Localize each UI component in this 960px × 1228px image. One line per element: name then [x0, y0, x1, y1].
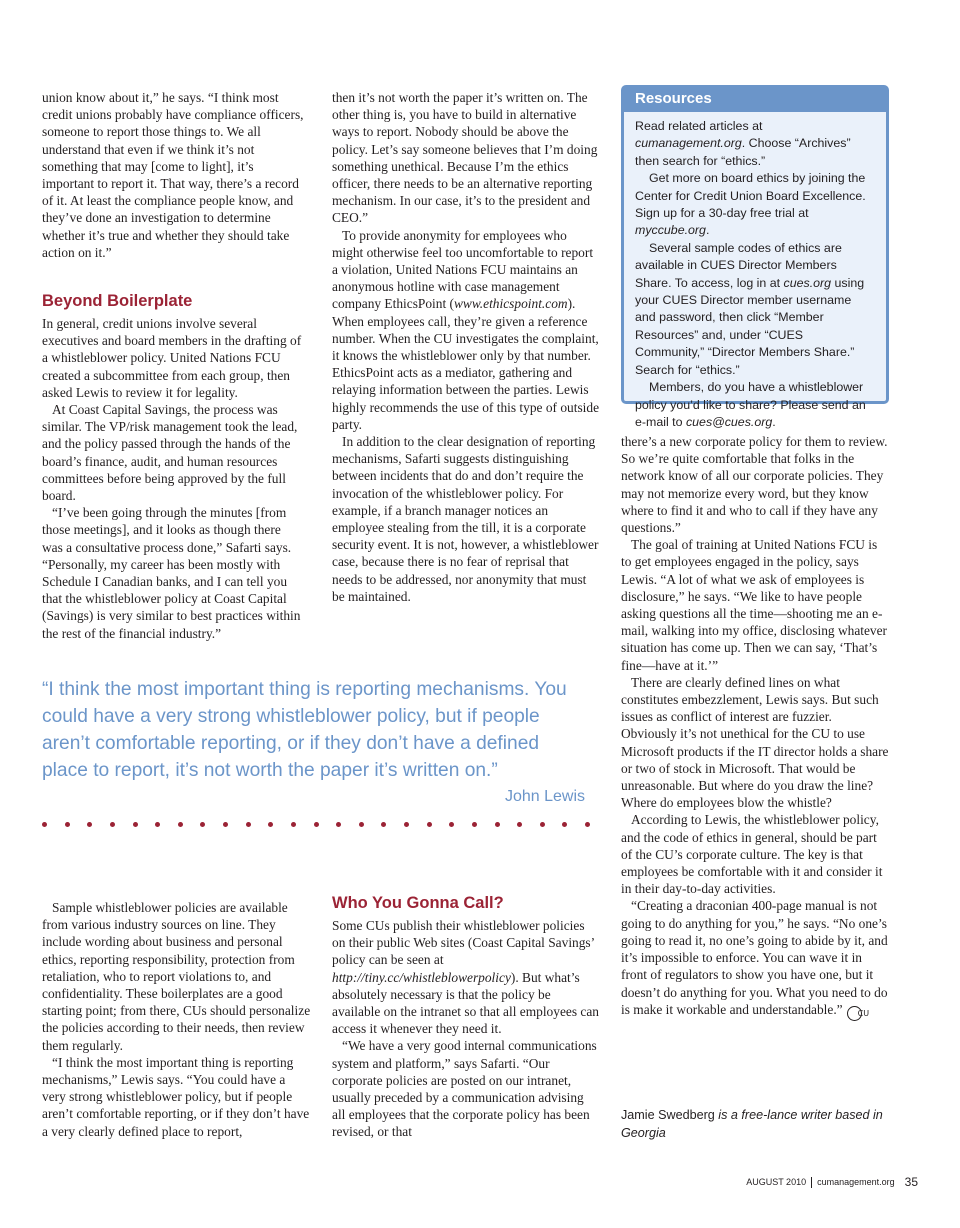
divider-dot [178, 822, 183, 827]
author-description: is a free-lance writer based in Georgia [621, 1108, 883, 1140]
divider-dot [155, 822, 160, 827]
resources-sidebar [621, 85, 889, 429]
divider-dot [517, 822, 522, 827]
article-column-3 [621, 433, 889, 1021]
body-paragraph: then it’s not worth the paper it’s written on. The other thing is, you have to build in alternative ways to report. Nobody should be above the policy. Let’s say someone believes that I’m doing something unethical. Because I’m the ethics officer, there needs to be an alternative reporting mechanism. In our case, it’s to the president and CEO.” [332, 90, 598, 226]
article-column-4 [42, 899, 312, 1140]
body-paragraph: In addition to the clear designation of reporting mechanisms, Safarti suggests distinguishing between incidents that do and don’t require the invocation of the whistleblower policy. For example, if a branch manager notices an employee stealing from the till, it is a corporate security event. It is not, however, a whistleblower case, because there is no fear of reprisal that needs to be addressed, nor anonymity that must be maintained. [332, 434, 599, 604]
divider-dot [472, 822, 477, 827]
divider-dot [42, 822, 47, 827]
resources-title: Resources [624, 88, 886, 112]
footer-issue: AUGUST 2010 [746, 1177, 807, 1187]
divider-dot [133, 822, 138, 827]
email-link[interactable]: cues@cues.org [685, 414, 773, 429]
divider-dot [427, 822, 432, 827]
divider-dot [65, 822, 70, 827]
article-column-5 [332, 893, 600, 1141]
divider-dot [246, 822, 251, 827]
body-paragraph: There are clearly defined lines on what constitutes embezzlement, Lewis says. But such issues as conflict of interest are fuzzier. Obviously it’s not unethical for the CU to use Microsoft products if the IT director holds a share or two of stock in Microsoft. That would be unreasonable. But where do you draw the line? Where do employees blow the whistle? [621, 674, 889, 811]
divider-dot [336, 822, 341, 827]
body-paragraph: union know about it,” he says. “I think most credit unions probably have compliance officers, someone to report those things to. We all understand that even if we think it’s not something that may [come to light], it’s important to report it. That way, there’s a record of it. At least the compliance people know, and they’ve done an investigation to determine whether it’s true and whether they should take action on it.” [42, 90, 304, 260]
pull-quote-attribution: John Lewis [504, 788, 585, 805]
pull-quote-text: “I think the most important thing is reporting mechanisms. You could have a very strong whistleblower policy, but if people aren’t comfortable reporting, or if they don’t have a defined place to report, it’s not worth the paper it’s written on.” [42, 679, 567, 781]
resources-paragraph: Read related articles at cumanagement.org. Choose “Archives” then search for “ethics.” [635, 119, 851, 168]
body-paragraph: At Coast Capital Savings, the process was similar. The VP/risk management took the lead, and the policy passed through the hands of the board’s finance, audit, and human resources committees before being approved by the full board. [42, 402, 298, 504]
body-paragraph: The goal of training at United Nations FCU is to get employees engaged in the policy, says Lewis. “A lot of what we ask of employees is disclosure,” he says. “We like to have people asking questions all the time—shooting me an e-mail, walking into my office, disclosing whatever situation has come up. Then we can say, ‘That’s fine—have at it.’” [621, 537, 888, 673]
divider-dot [404, 822, 409, 827]
end-mark-icon: CU [847, 1006, 862, 1021]
author-byline [621, 1106, 889, 1142]
divider-dot [562, 822, 567, 827]
page-number: 35 [904, 1175, 918, 1189]
resources-body [624, 112, 886, 431]
divider-dot [359, 822, 364, 827]
divider-dot [495, 822, 500, 827]
resources-paragraph: Get more on board ethics by joining the Center for Credit Union Board Excellence. Sign up for a 30-day free trial at myccube.org. [635, 171, 866, 238]
divider-dot [540, 822, 545, 827]
resources-paragraph: Several sample codes of ethics are available in CUES Director Members Share. To access, log in at cues.org using your CUES Director member username and password, then click “Member Resources” and, under “CUES Community,” “Director Members Share.” Search for “ethics.” [635, 240, 865, 377]
article-column-1 [42, 89, 304, 642]
dotted-divider [42, 822, 590, 830]
divider-dot [110, 822, 115, 827]
myccube-link[interactable]: myccube.org [635, 223, 706, 238]
divider-dot [268, 822, 273, 827]
body-paragraph: “I think the most important thing is reporting mechanisms,” Lewis says. “You could have a very strong whistleblower policy, but if people aren’t comfortable reporting, or if they don’t have a very clearly defined place to report, [42, 1054, 310, 1139]
section-heading-beyond-boilerplate: Beyond Boilerplate [42, 292, 193, 311]
body-paragraph: there’s a new corporate policy for them to review. So we’re quite comfortable that folks in the network know of all our corporate policies. They may not memorize every word, but they know where to find it and who to call if they have any questions.” [621, 434, 888, 536]
body-paragraph: “I’ve been going through the minutes [from those meetings], and it looks as though there was a consultative process done,” Safarti says. “Personally, my career has been mostly with Schedule I Canadian banks, and I can tell you that the whistleblower policy at Coast Capital (Savings) is very similar to best practices within the rest of the financial industry.” [42, 505, 301, 641]
page-footer [746, 1175, 918, 1189]
body-paragraph: Sample whistleblower policies are available from various industry sources on line. They include wording about business and personal ethics, reporting responsibility, protection from retaliation, who to report violations to, and confidentiality. These boilerplates are a good starting point; from there, CUs should personalize the policies according to their needs, then review them regularly. [42, 900, 311, 1053]
footer-site[interactable]: cumanagement.org [817, 1177, 895, 1187]
body-paragraph: According to Lewis, the whistleblower policy, and the code of ethics in general, should be part of the CU’s corporate culture. The key is that employees be comfortable with it and consider it in their day-to-day activities. [621, 812, 883, 897]
divider-dot [291, 822, 296, 827]
divider-dot [87, 822, 92, 827]
divider-dot [381, 822, 386, 827]
section-heading-who-you-gonna-call: Who You Gonna Call? [332, 894, 504, 912]
cues-link[interactable]: cues.org [783, 275, 832, 290]
body-paragraph: “We have a very good internal communications system and platform,” says Safarti. “Our corporate policies are posted on our intranet, usually preceded by a communication advising all employees that the corporate policy has been revised, or that [332, 1038, 597, 1140]
divider-dot [585, 822, 590, 827]
divider-dot [314, 822, 319, 827]
pull-quote [42, 676, 590, 808]
author-name: Jamie Swedberg [621, 1108, 715, 1122]
body-paragraph: In general, credit unions involve several executives and board members in the drafting of a whistleblower policy. United Nations FCU created a subcommittee from each group, then asked Lewis to review it for legality. [42, 316, 302, 400]
body-paragraph: Some CUs publish their whistleblower policies on their public Web sites (Coast Capital Savings’ policy can be seen at http://tiny.cc/whistleblowerpolicy). But what’s absolutely necessary is that the policy be available on the intranet so that all employees can access it whenever they need it. [332, 918, 599, 1037]
ethicspoint-link[interactable]: www.ethicspoint.com [454, 296, 568, 312]
divider-dot [449, 822, 454, 827]
body-paragraph: To provide anonymity for employees who might otherwise feel too uncomfortable to report a violation, United Nations FCU maintains an anonymous hotline with case management company EthicsPoint (www.ethicspoint.com). When employees call, they’re given a reference number. When the CU investigates the complaint, it knows the whistleblower only by that number. EthicsPoint acts as a mediator, gathering and relaying information between the parties. Lewis highly recommends the use of this type of outside party. [332, 227, 600, 432]
footer-separator [811, 1177, 812, 1188]
resources-paragraph: Members, do you have a whistleblower policy you’d like to share? Please send an e-mail to cues@cues.org. [635, 380, 866, 429]
divider-dot [223, 822, 228, 827]
policy-link[interactable]: http://tiny.cc/whistleblowerpolicy [332, 969, 511, 985]
body-paragraph: “Creating a draconian 400-page manual is not going to do anything for you,” he says. “No one’s going to read it, no one’s going to abide by it, and it’s impossible to enforce. You can wave it in front of regulators to show you have one, but it doesn’t do anything for you. What you need to do is make it workable and understandable.” CU [621, 897, 889, 1020]
cumanagement-link[interactable]: cumanagement.org [635, 136, 742, 151]
divider-dot [200, 822, 205, 827]
article-column-2 [332, 89, 600, 605]
